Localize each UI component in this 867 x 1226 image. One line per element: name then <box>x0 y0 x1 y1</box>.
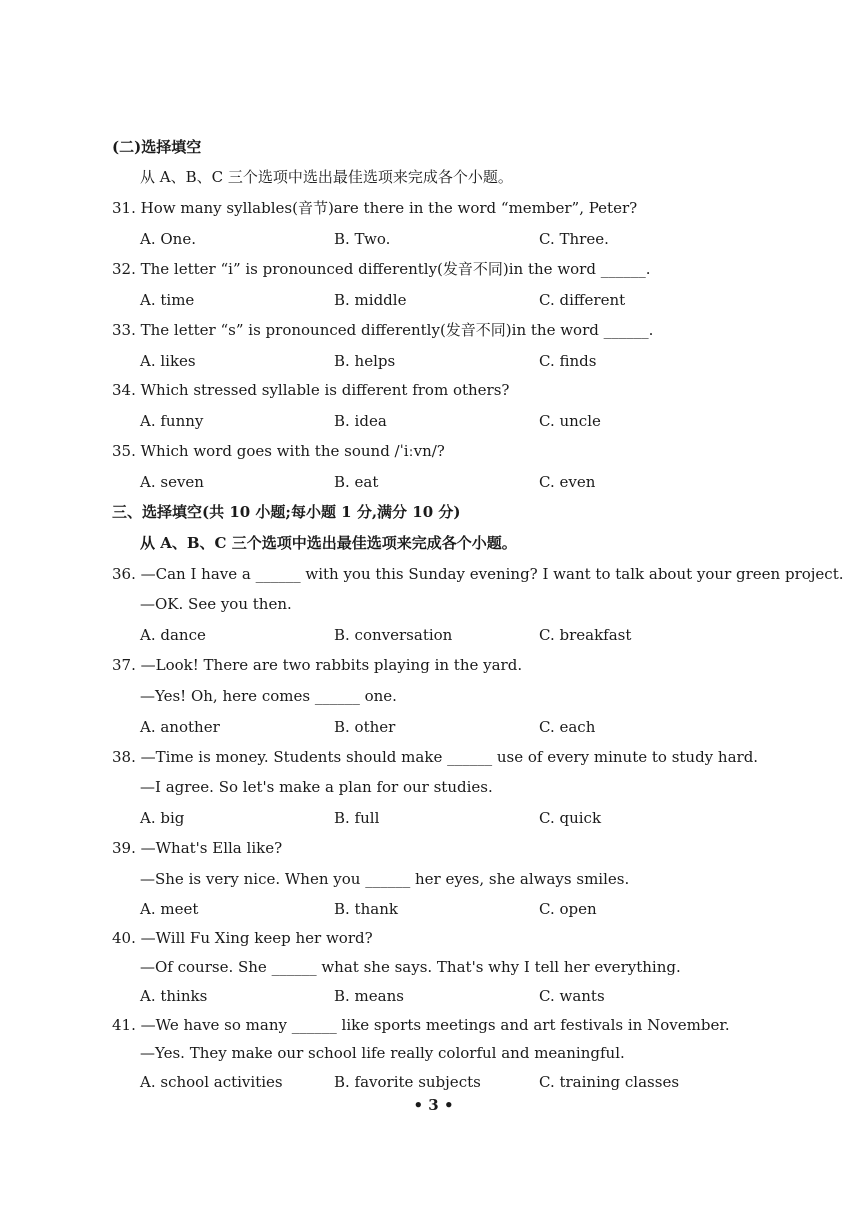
q41-option-a: A. school activities <box>140 1073 283 1091</box>
q40-line1: 40. —Will Fu Xing keep her word? <box>112 929 373 947</box>
q31-option-c: C. Three. <box>539 230 609 248</box>
q32-option-c: C. different <box>539 291 626 309</box>
q41-line1: 41. —We have so many ______ like sports meetings and art festivals in November. <box>112 1016 730 1034</box>
page-number: • 3 • <box>413 1096 454 1114</box>
q32-stem: 32. The letter “i” is pronounced differently(发音不同)in the word ______. <box>112 260 651 278</box>
q34-option-a: A. funny <box>140 412 204 430</box>
q40-option-a: A. thinks <box>140 987 208 1005</box>
q32-option-b: B. middle <box>334 291 407 309</box>
q36-line1: 36. —Can I have a ______ with you this Sunday evening? I want to talk about your green project. <box>112 565 844 583</box>
q36-line2: —OK. See you then. <box>140 595 292 613</box>
q39-option-c: C. open <box>539 900 597 918</box>
q35-option-a: A. seven <box>140 473 204 491</box>
q41-option-b: B. favorite subjects <box>334 1073 481 1091</box>
q35-option-b: B. eat <box>334 473 379 491</box>
q37-line1: 37. —Look! There are two rabbits playing in the yard. <box>112 656 523 674</box>
q39-option-b: B. thank <box>334 900 398 918</box>
q33-option-b: B. helps <box>334 352 396 370</box>
q34-option-c: C. uncle <box>539 412 601 430</box>
q33-option-a: A. likes <box>140 352 196 370</box>
section2-heading: (二)选择填空 <box>112 138 202 156</box>
q39-option-a: A. meet <box>140 900 199 918</box>
q33-option-c: C. finds <box>539 352 597 370</box>
q36-option-a: A. dance <box>140 626 206 644</box>
q31-option-b: B. Two. <box>334 230 391 248</box>
q33-stem: 33. The letter “s” is pronounced differently(发音不同)in the word ______. <box>112 321 654 339</box>
q36-option-b: B. conversation <box>334 626 453 644</box>
q38-option-a: A. big <box>140 809 185 827</box>
q31-stem: 31. How many syllables(音节)are there in the word “member”, Peter? <box>112 199 638 217</box>
q37-option-a: A. another <box>140 718 220 736</box>
q37-line2: —Yes! Oh, here comes ______ one. <box>140 687 397 705</box>
q39-line2: —She is very nice. When you ______ her eyes, she always smiles. <box>140 870 630 888</box>
q38-line1: 38. —Time is money. Students should make ______ use of every minute to study hard. <box>112 748 759 766</box>
q41-option-c: C. training classes <box>539 1073 680 1091</box>
q40-option-b: B. means <box>334 987 404 1005</box>
q35-stem: 35. Which word goes with the sound /ˈiːvn/? <box>112 442 445 460</box>
section3-instruction: 从 A、B、C 三个选项中选出最佳选项来完成各个小题。 <box>140 534 517 552</box>
q31-option-a: A. One. <box>140 230 196 248</box>
q34-stem: 34. Which stressed syllable is different from others? <box>112 381 510 399</box>
q36-option-c: C. breakfast <box>539 626 632 644</box>
q38-line2: —I agree. So let's make a plan for our studies. <box>140 778 493 796</box>
q35-option-c: C. even <box>539 473 596 491</box>
q39-line1: 39. —What's Ella like? <box>112 839 283 857</box>
q37-option-b: B. other <box>334 718 396 736</box>
q37-option-c: C. each <box>539 718 596 736</box>
q38-option-b: B. full <box>334 809 380 827</box>
q34-option-b: B. idea <box>334 412 387 430</box>
q40-line2: —Of course. She ______ what she says. That's why I tell her everything. <box>140 958 681 976</box>
section3-heading: 三、选择填空(共 10 小题;每小题 1 分,满分 10 分) <box>112 503 461 521</box>
q38-option-c: C. quick <box>539 809 602 827</box>
q40-option-c: C. wants <box>539 987 605 1005</box>
q41-line2: —Yes. They make our school life really colorful and meaningful. <box>140 1044 625 1062</box>
q32-option-a: A. time <box>140 291 195 309</box>
section2-instruction: 从 A、B、C 三个选项中选出最佳选项来完成各个小题。 <box>140 168 513 186</box>
